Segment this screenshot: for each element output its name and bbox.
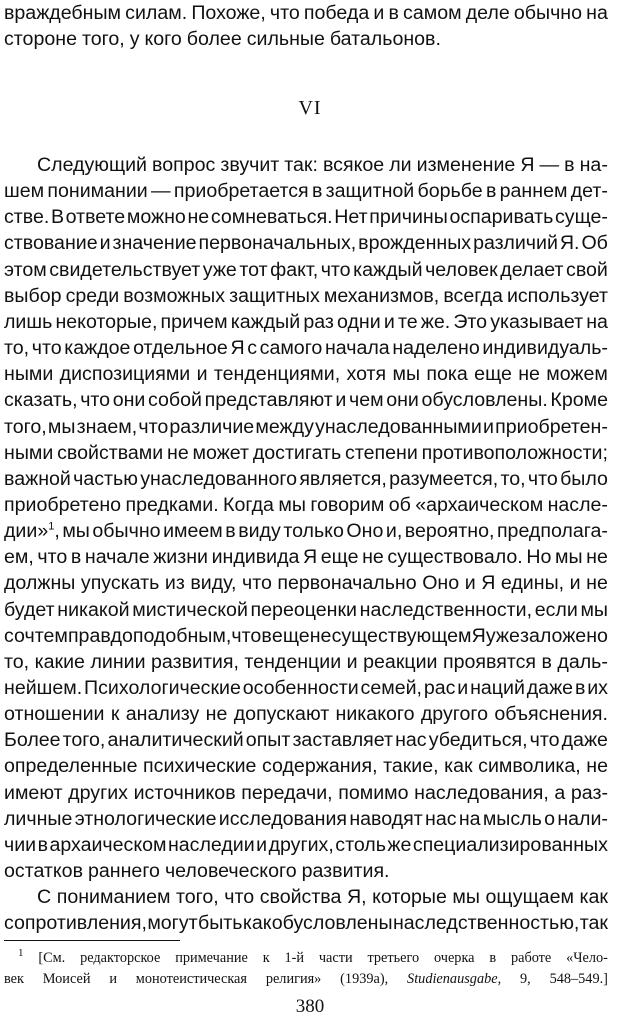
body-text-line: Следующий вопрос звучит так: всякое ли изменение Я — в на-	[37, 154, 608, 176]
body-text-line: то, что каждое отдельное Я с самого начала наделено индивидуаль-	[4, 337, 608, 359]
body-text-line: сказать, что они собой представляют и чем они обусловлены. Кроме	[4, 389, 608, 411]
body-text-line: личные этнологические исследования наводят нас на мысль о нали-	[4, 808, 608, 830]
body-text-line: определенные психические содержания, такие, как символика, не	[4, 755, 608, 777]
body-text-line: чии в архаическом наследии и других, столь же специализированных	[4, 834, 608, 856]
body-text-line: стве. В ответе можно не сомневаться. Нет причины оспаривать суще-	[4, 206, 608, 228]
body-text-line: шем понимании — приобретается в защитной борьбе в раннем дет-	[4, 180, 608, 202]
body-text-line: того, мы знаем, что различие между унаследованными и приобретен-	[4, 416, 608, 438]
body-text-line: выбор среди возможных защитных механизмов, всегда использует	[4, 285, 608, 307]
body-text-line: будет никакой мистической переоценки наследственности, если мы	[4, 599, 608, 621]
body-text-line: сопротивления, могут быть как обусловлены наследственностью, так	[4, 912, 608, 934]
body-text-line: важной частью унаследованного является, разумеется, то, что было	[4, 468, 608, 490]
body-text-line: имеют других источников передачи, помимо наследования, а раз-	[4, 782, 608, 804]
footnote-line: век Моисей и монотеистическая религия» (1939a), Studienausgabe, 9, 548–549.]	[4, 971, 608, 987]
body-text-line: ными свойствами не может достигать степени противоположности;	[4, 442, 608, 464]
body-text-line: ными диспозициями и тенденциями, хотя мы пока еще не можем	[4, 363, 608, 385]
body-text-line: должны упускать из виду, что первоначально Оно и Я едины, и не	[4, 572, 608, 594]
body-text-line: дии»$^1$, мы обычно имеем в виду только Оно и, вероятно, предполага-	[4, 520, 608, 542]
body-text-line: ствование и значение первоначальных, врожденных различий Я. Об	[4, 232, 608, 254]
section-heading: VI	[298, 97, 322, 119]
page-number: 380	[295, 996, 325, 1017]
body-text-line: то, какие линии развития, тенденции и реакции проявятся в даль-	[4, 651, 608, 673]
footnote-line: $^1$ [См. редакторское примечание к 1-й части третьего очерка в работе «Чело-	[18, 947, 608, 966]
body-text-line: стороне того, у кого более сильные батальонов.	[4, 28, 441, 50]
footnote-divider	[4, 940, 180, 941]
body-text-line: ем, что в начале жизни индивида Я еще не существовало. Но мы не	[4, 546, 608, 568]
body-text-line: приобретено предками. Когда мы говорим об «архаическом насле-	[4, 494, 608, 516]
body-text-line: сочтем правдоподобным, что в еще не существующем Я уже заложено	[4, 625, 608, 647]
body-text-line: остатков раннего человеческого развития.	[4, 860, 390, 882]
body-text-line: С пониманием того, что свойства Я, которые мы ощущаем как	[37, 886, 608, 908]
body-text-line: этом свидетельствует уже тот факт, что каждый человек делает свой	[4, 259, 608, 281]
body-text-line: нейшем. Психологические особенности семей, рас и наций даже в их	[4, 677, 608, 699]
body-text-line: отношении к анализу не допускают никакого другого объяснения.	[4, 703, 608, 725]
body-text-line: лишь некоторые, причем каждый раз одни и те же. Это указывает на	[4, 311, 608, 333]
body-text-line: Более того, аналитический опыт заставляет нас убедиться, что даже	[4, 729, 608, 751]
body-text-line: враждебным силам. Похоже, что победа и в самом деле обычно на	[4, 2, 608, 24]
